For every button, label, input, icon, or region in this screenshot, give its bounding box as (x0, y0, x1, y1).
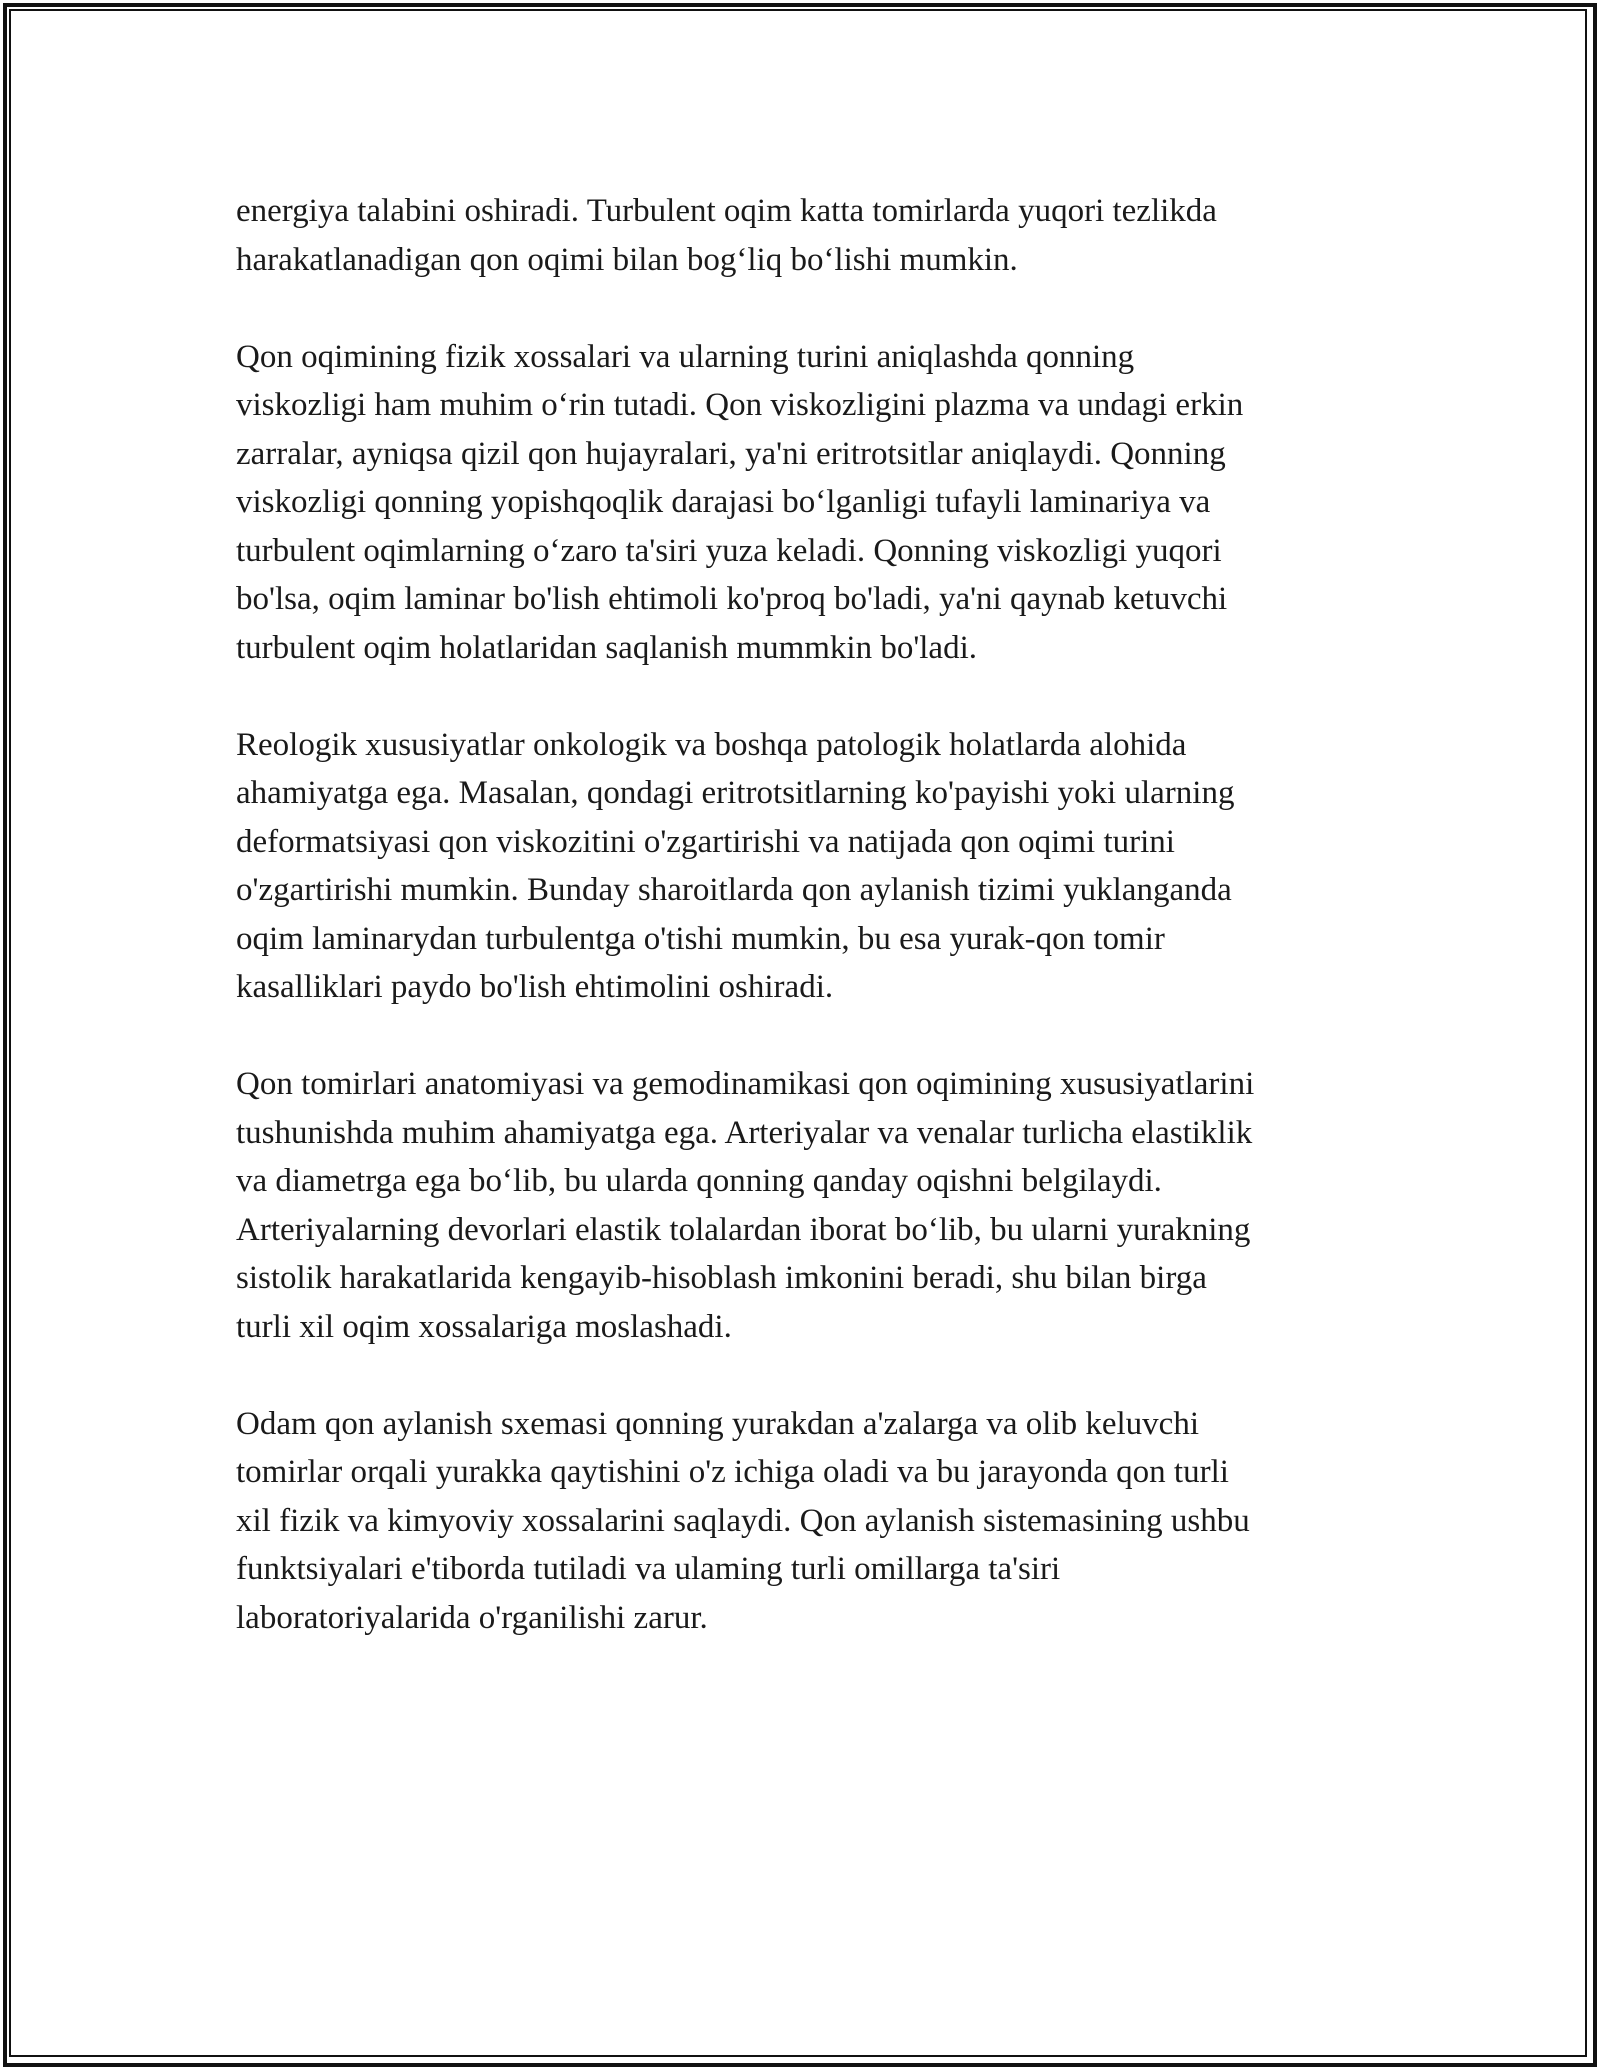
text-line: Odam qon aylanish sxemasi qonning yurakdan a'zalarga va olib keluvchi (236, 1405, 1199, 1442)
paragraph-3 (236, 721, 1376, 1012)
text-line: Qon oqimining fizik xossalari va ularning turini aniqlashda qonning (236, 338, 1135, 375)
text-line: viskozligi ham muhim o‘rin tutadi. Qon viskozligini plazma va undagi erkin (236, 387, 1244, 423)
text-line: funktsiyalari e'tiborda tutiladi va ulaming turli omillarga ta'siri (236, 1551, 1061, 1587)
text-line: turbulent oqimlarning o‘zaro ta'siri yuza keladi. Qonning viskozligi yuqori (236, 532, 1222, 569)
text-line: xil fizik va kimyoviy xossalarini saqlaydi. Qon aylanish sistemasining ushbu (236, 1502, 1250, 1539)
paragraph-4 (236, 1060, 1376, 1351)
text-line: viskozligi qonning yopishqoqlik darajasi bo‘lganligi tufayli laminariya va (236, 484, 1211, 520)
text-line: va diametrga ega bo‘lib, bu ularda qonning qanday oqishni belgilaydi. (236, 1163, 1162, 1199)
text-line: energiya talabini oshiradi. Turbulent oqim katta tomirlarda yuqori tezlikda (236, 193, 1217, 229)
text-line: tomirlar orqali yurakka qaytishini o'z ichiga oladi va bu jarayonda qon turli (236, 1454, 1229, 1490)
text-line: tushunishda muhim ahamiyatga ega. Arteriyalar va venalar turlicha elastiklik (236, 1114, 1253, 1151)
paragraph-5 (236, 1400, 1376, 1643)
text-line: zarralar, ayniqsa qizil qon hujayralari, ya'ni eritrotsitlar aniqlaydi. Qonning (236, 435, 1226, 472)
paragraph-2 (236, 333, 1376, 673)
text-line: turli xil oqim xossalariga moslashadi. (236, 1308, 732, 1345)
text-line: harakatlanadigan qon oqimi bilan bog‘liq bo‘lishi mumkin. (236, 241, 1018, 278)
text-line: laboratoriyalarida o'rganilishi zarur. (236, 1599, 708, 1636)
text-line: Qon tomirlari anatomiyasi va gemodinamikasi qon oqimining xususiyatlarini (236, 1066, 1255, 1102)
text-line: ahamiyatga ega. Masalan, qondagi eritrotsitlarning ko'payishi yoki ularning (236, 775, 1235, 811)
text-line: oqim laminarydan turbulentga o'tishi mumkin, bu esa yurak-qon tomir (236, 920, 1165, 957)
text-line: o'zgartirishi mumkin. Bunday sharoitlarda qon aylanish tizimi yuklanganda (236, 872, 1232, 908)
text-line: Reologik xususiyatlar onkologik va boshqa patologik holatlarda alohida (236, 726, 1187, 763)
text-line: turbulent oqim holatlaridan saqlanish mummkin bo'ladi. (236, 629, 978, 666)
text-line: deformatsiyasi qon viskozitini o'zgartirishi va natijada qon oqimi turini (236, 823, 1175, 860)
text-line: bo'lsa, oqim laminar bo'lish ehtimoli ko'proq bo'ladi, ya'ni qaynab ketuvchi (236, 581, 1228, 617)
document-body (236, 187, 1376, 1642)
text-line: sistolik harakatlarida kengayib-hisoblash imkonini beradi, shu bilan birga (236, 1260, 1207, 1296)
text-line: kasalliklari paydo bo'lish ehtimolini oshiradi. (236, 969, 834, 1005)
paragraph-1 (236, 187, 1376, 284)
text-line: Arteriyalarning devorlari elastik tolalardan iborat bo‘lib, bu ularni yurakning (236, 1211, 1251, 1248)
